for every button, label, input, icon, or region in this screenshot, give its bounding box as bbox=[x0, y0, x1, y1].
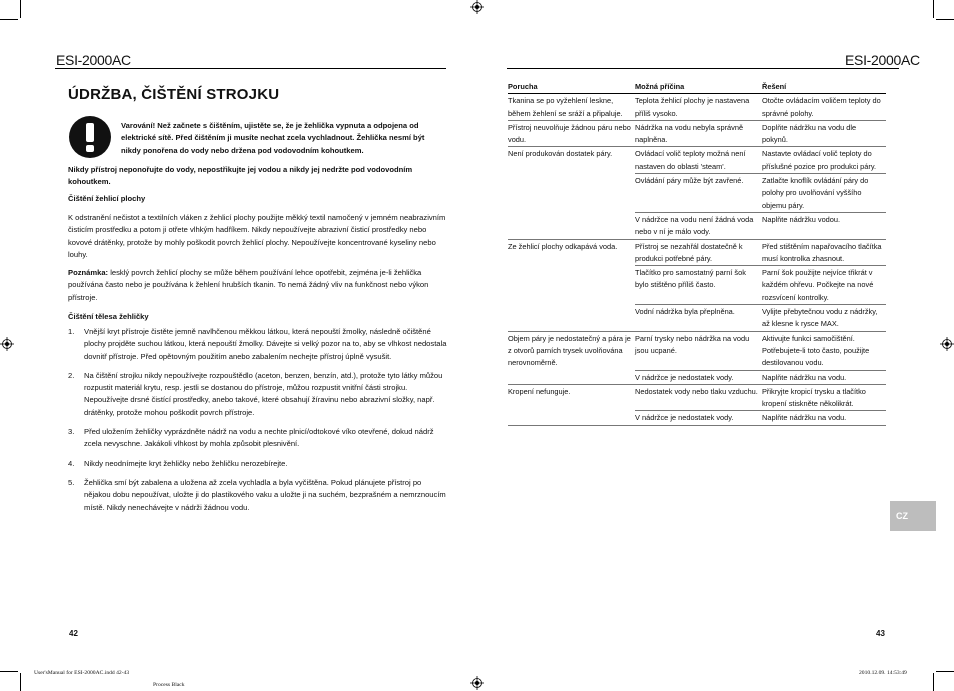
table-row bbox=[508, 411, 886, 425]
table-row bbox=[508, 147, 886, 174]
problem-cell bbox=[508, 411, 635, 425]
list-item bbox=[68, 426, 448, 451]
table-row bbox=[508, 239, 886, 266]
step-number: 5. bbox=[68, 477, 75, 487]
list-item bbox=[68, 326, 448, 363]
solution-cell: Naplňte nádržku na vodu. bbox=[762, 370, 886, 384]
registration-mark-icon bbox=[470, 0, 484, 14]
language-tab: CZ bbox=[890, 501, 936, 531]
footer-file-info: User'sManual for ESI-2000AC.indd 42-43 bbox=[34, 670, 130, 676]
cause-cell: Parní trysky nebo nádržka na vodu jsou ucpané. bbox=[635, 331, 762, 370]
table-row bbox=[508, 305, 886, 332]
table-row bbox=[508, 331, 886, 370]
page-number-left: 42 bbox=[69, 629, 78, 638]
cleaning-steps-list bbox=[68, 326, 448, 521]
problem-cell bbox=[508, 212, 635, 239]
cause-cell: Teplota žehlicí plochy je nastavena příliš vysoko. bbox=[635, 94, 762, 121]
crop-mark bbox=[933, 673, 934, 691]
exclamation-warning-icon bbox=[69, 116, 111, 158]
list-item bbox=[68, 370, 448, 419]
cause-cell: Ovládání páry může být zavřené. bbox=[635, 174, 762, 213]
cause-cell: V nádržce je nedostatek vody. bbox=[635, 370, 762, 384]
problem-cell: Objem páry je nedostatečný a pára je z otvorů parních trysek uvolňována nerovnoměrně. bbox=[508, 333, 631, 368]
solution-cell: Nastavte ovládací volič teploty do příslušné pozice pro produkci páry. bbox=[762, 147, 886, 174]
table-header-row bbox=[508, 80, 886, 94]
table-row bbox=[508, 212, 886, 239]
solution-cell: Aktivujte funkci samočištění. Potřebujete-li toto často, použijte destilovanou vodu. bbox=[762, 331, 886, 370]
registration-mark-icon bbox=[940, 337, 954, 351]
solution-cell: Doplňte nádržku na vodu dle pokynů. bbox=[762, 120, 886, 147]
solution-cell: Parní šok použijte nejvíce třikrát v každém ohřevu. Počkejte na nové rozsvícení kontrolky. bbox=[762, 266, 886, 305]
problem-cell bbox=[508, 174, 635, 213]
solution-cell: Před stištěním napařovacího tlačítka musí kontrolka zhasnout. bbox=[762, 239, 886, 266]
step-text: Žehlička smí být zabalena a uložena až zcela vychladla a byla vyčištěna. Pokud plánujete přístroj po nějakou dobu nepoužívat, uložte ji do plastikového vaku a uložte ji na suchém, bezprašném a nemrznoucím místě. Nikdy nenechávejte v nádrži žádnou vodu. bbox=[84, 477, 446, 512]
registration-mark-icon bbox=[470, 676, 484, 690]
column-header-problem: Porucha bbox=[508, 80, 635, 94]
troubleshooting-table bbox=[508, 80, 886, 426]
problem-cell: Tkanina se po vyžehlení leskne, během žehlení se sráží a připaluje. bbox=[508, 94, 635, 121]
footer-timestamp: 2010.12.09. 14:53:49 bbox=[859, 670, 907, 676]
problem-cell: Přístroj neuvolňuje žádnou páru nebo vodu. bbox=[508, 120, 635, 147]
note-paragraph bbox=[68, 267, 448, 304]
list-item bbox=[68, 477, 448, 514]
step-text: Nikdy neodnímejte kryt žehličky nebo žehličku nerozebírejte. bbox=[84, 458, 288, 468]
list-item bbox=[68, 458, 448, 470]
right-header-rule bbox=[507, 68, 899, 69]
crop-mark bbox=[0, 19, 18, 20]
crop-mark bbox=[20, 673, 21, 691]
crop-mark bbox=[936, 19, 954, 20]
table-row bbox=[508, 94, 886, 121]
soleplate-cleaning-text: K odstranění nečistot a textilních vláken z žehlicí plochy použijte měkký textil namočený v jemném neabrazivním čisticím prostředku a potom ji otřete vlhkým hadříkem. Nikdy nepoužívejte abrazivní čisticí prostředky nebo kovové drátěnky, protože by mohly poškodit povrch žehlicí plochy. Nepoužívejte koncentrované kyseliny nebo louhy. bbox=[68, 213, 446, 259]
solution-cell: Otočte ovládacím voličem teploty do správné polohy. bbox=[762, 94, 886, 121]
crop-mark bbox=[0, 671, 18, 672]
solution-cell: Naplňte nádržku vodou. bbox=[762, 212, 886, 239]
table-row bbox=[508, 384, 886, 411]
solution-cell: Vylijte přebytečnou vodu z nádržky, až klesne k rysce MAX. bbox=[762, 305, 886, 332]
column-header-cause: Možná příčina bbox=[635, 80, 762, 94]
footer-color-info: Process Black bbox=[153, 682, 185, 688]
note-text: lesklý povrch žehlicí plochy se může během používání lehce opotřebit, zejména je-li žehlička používána často nebo je používána k žehlení hrubších tkanin. To nemá žádný vliv na funkčnost nebo výkon přístroje. bbox=[68, 268, 429, 302]
cause-cell: Nádržka na vodu nebyla správně naplněna. bbox=[635, 120, 762, 147]
problem-cell: Kropení nefunguje. bbox=[508, 386, 571, 396]
step-number: 4. bbox=[68, 458, 75, 468]
cause-cell: Tlačítko pro samostatný parní šok bylo stištěno příliš často. bbox=[635, 266, 762, 305]
crop-mark bbox=[20, 0, 21, 18]
step-number: 2. bbox=[68, 370, 75, 380]
right-header-model: ESI-2000AC bbox=[845, 52, 920, 68]
page-title: ÚDRŽBA, ČIŠTĚNÍ STROJKU bbox=[68, 86, 280, 103]
problem-cell bbox=[508, 266, 635, 305]
step-text: Na čištění strojku nikdy nepoužívejte rozpouštědlo (aceton, benzen, benzín, atd.), protože tyto látky můžou rozpustit materiál krytu, resp. jestli se dostanou do přístroje, můžou rozpustit vnitřní části strojku. Nepoužívejte drsné čistící prostředky, anebo takové, které obsahují žíravinu nebo abrazivní složky, např. drátěnky, protože mohou poškodit povrch přístroje. bbox=[84, 370, 443, 417]
page-number-right: 43 bbox=[876, 629, 885, 638]
step-number: 3. bbox=[68, 427, 75, 437]
section-heading-soleplate: Čištění žehlicí plochy bbox=[68, 194, 146, 203]
crop-mark bbox=[933, 0, 934, 18]
step-text: Před uložením žehličky vyprázdněte nádrž na vodu a nechte plnicí/odtokové víko otevřené, dokud nádrž zcela nevyschne. Jakákoli vlhkost by mohla způsobit plesnivění. bbox=[84, 427, 434, 449]
left-header-model: ESI-2000AC bbox=[56, 52, 131, 68]
solution-cell: Naplňte nádržku na vodu. bbox=[762, 411, 886, 425]
problem-cell bbox=[508, 305, 635, 332]
problem-cell: Není produkován dostatek páry. bbox=[508, 149, 613, 159]
step-number: 1. bbox=[68, 327, 75, 336]
registration-mark-icon bbox=[0, 337, 14, 351]
table-row bbox=[508, 370, 886, 384]
column-header-solution: Řešení bbox=[762, 80, 886, 94]
cause-cell: Přístroj se nezahřál dostatečně k produkci potřebné páry. bbox=[635, 239, 762, 266]
crop-mark bbox=[936, 671, 954, 672]
step-text: Vnější kryt přístroje čistěte jemně navlhčenou měkkou látkou, která nepouští žmolky, následně očištěné plochy projděte suchou látkou, která nepouští žmolky. Dávejte si velký pozor na to, aby se vlhkost nedostala dovnitř přístroje. Před opětovným použitím anebo zabalením nechejte přístroj úplně vysušit. bbox=[84, 327, 447, 361]
table-row bbox=[508, 266, 886, 305]
cause-cell: V nádržce je nedostatek vody. bbox=[635, 411, 762, 425]
table-row bbox=[508, 120, 886, 147]
section-heading-body: Čištění tělesa žehličky bbox=[68, 312, 149, 321]
problem-cell: Ze žehlicí plochy odkapává voda. bbox=[508, 241, 618, 251]
never-immerse-text: Nikdy přístroj neponořujte do vody, nepostřikujte jej vodou a nikdy jej nedržte pod vodovodním kohoutkem. bbox=[68, 165, 413, 187]
cause-cell: V nádržce na vodu není žádná voda nebo v ní je málo vody. bbox=[635, 212, 762, 239]
note-label: Poznámka: bbox=[68, 268, 109, 277]
solution-cell: Přikryjte kropicí trysku a tlačítko kropení stiskněte několikrát. bbox=[762, 384, 886, 411]
cause-cell: Vodní nádržka byla přeplněna. bbox=[635, 305, 762, 332]
cause-cell: Nedostatek vody nebo tlaku vzduchu. bbox=[635, 384, 762, 411]
warning-text: Varování! Než začnete s čištěním, ujistěte se, že je žehlička vypnuta a odpojena od elektrické sítě. Před čištěním ji musíte nechat zcela vychladnout. Žehlička nesmí být nikdy ponořena do vody nebo držena pod vodovodním kohoutkem. bbox=[121, 121, 425, 155]
problem-cell bbox=[508, 370, 635, 384]
table-row bbox=[508, 174, 886, 213]
solution-cell: Zatlačte knoflík ovládání páry do polohy pro uvolňování vyššího objemu páry. bbox=[762, 174, 886, 213]
left-header-rule bbox=[55, 68, 446, 69]
cause-cell: Ovládací volič teploty možná není nastaven do oblasti 'steam'. bbox=[635, 147, 762, 174]
